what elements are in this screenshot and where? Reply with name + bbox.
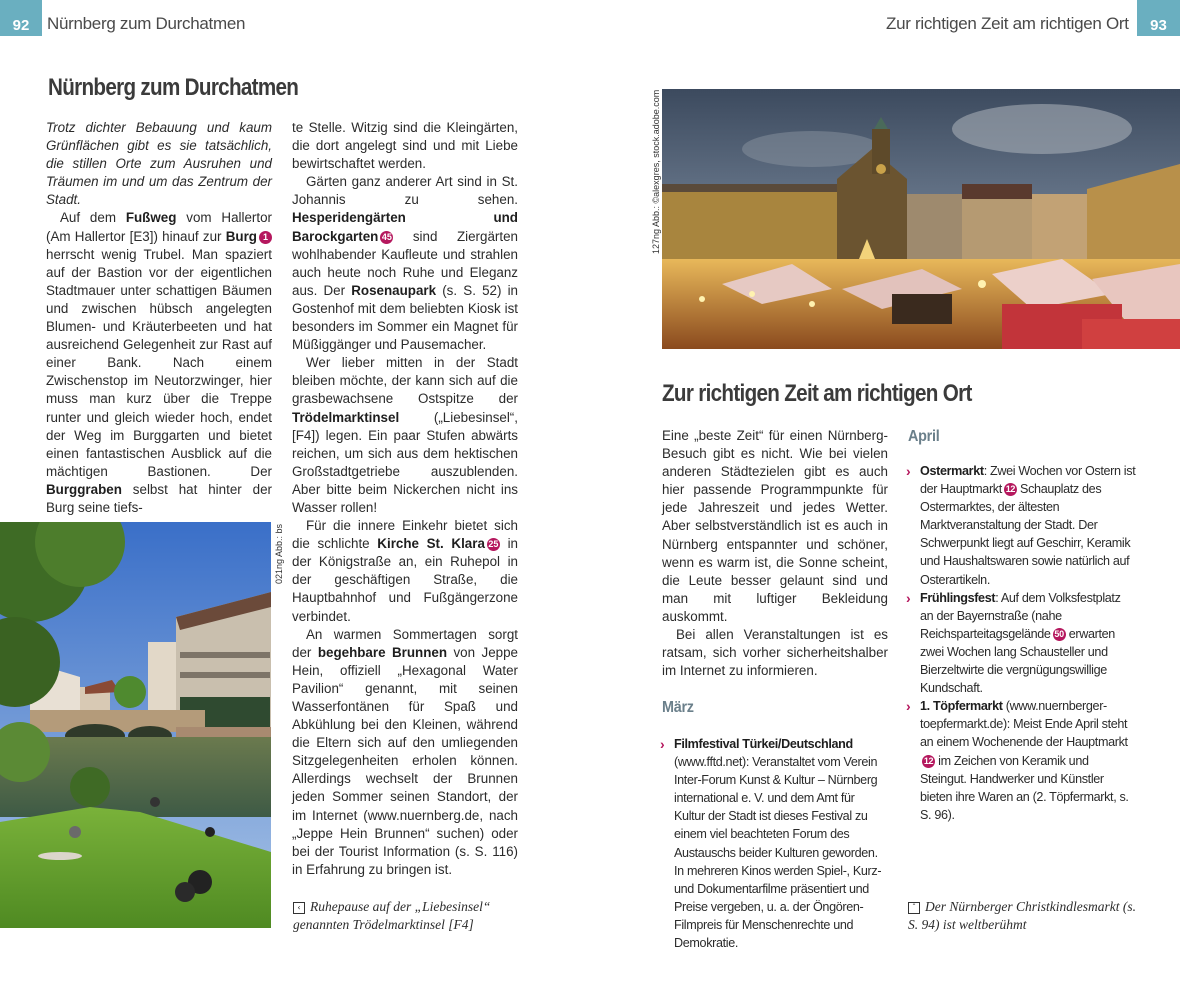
section-title-right: Zur richtigen Zeit am richtigen Ort — [662, 380, 972, 407]
poi-fussweg: Fußweg — [125, 210, 177, 226]
christmas-market-image — [662, 89, 1180, 349]
running-head-right: Zur richtigen Zeit am richtigen Ort — [886, 14, 1129, 33]
lead-paragraph: Trotz dichter Bebauung und kaum Grünflächen gibt es sie tatsächlich, die stillen Orte zum Ausruhen und Träumen im und um das Zentrum der Stadt. — [46, 120, 272, 208]
page-number: 92 — [12, 17, 30, 34]
poi-number-badge: 50 — [1054, 628, 1064, 639]
paragraph: Wer lieber mitten in der Stadt bleiben möchte, der kann sich auf die grasbewachsene Ostspitze der Trödelmarktinsel („Liebesinsel“, [F4]) legen. Ein paar Stufen abwärts reichen, um sich aus dem hektischen Großstadtgetriebe auszublenden. Aber bitte beim Nickerchen nicht ins Wasser rollen! — [292, 355, 518, 515]
paragraph: Gärten ganz anderer Art sind in St. Johannis zu sehen. Hesperidengärten und Barockgarten 45 sind Ziergärten wohlhabender Kaufleute und strahlen auch heute noch Ruhe und Eleganz aus. Der Rosenaupark (s. S. 52) in Gostenhof mit dem beliebten Kiosk ist besonders im Sommer ein Magnet für Müßiggänger und Pausemacher. — [292, 174, 519, 353]
poi-number-badge: 12 — [923, 755, 934, 766]
section-title-left: Nürnberg zum Durchatmen — [48, 74, 299, 101]
poi-number-badge: 45 — [381, 231, 392, 242]
photo-credit-right: 127ng Abb.: ©alexgres, stock.adobe.com — [651, 89, 661, 254]
photo-caption-left: ‹ Ruhepause auf der „Liebesinsel“ genannten Trödelmarktinsel [F4] — [293, 899, 491, 932]
paragraph: An warmen Sommertagen sorgt der begehbare Brunnen von Jeppe Hein, offiziell „Hexagonal Water Pavilion“ genannt, mit seinen Wasserfontänen für Spaß und Abkühlung bei den Kleinen, während die Eltern sich auf den umliegenden Sitzgelegenheiten erholen können. Allerdings wechselt der Brunnen jeden Sommer seinen Standort, der im Internet (www.nuernberg.de, nach „Jeppe Hein Brunnen“ suchen) oder bei der Tourist Information (s. S. 116) in Erfahrung zu bringen ist. — [292, 626, 518, 877]
chevron-right-icon: › — [906, 463, 911, 479]
arrow-left-icon: ‹ — [293, 902, 305, 914]
chevron-right-icon: › — [660, 736, 665, 752]
page-number-tab-left — [0, 0, 42, 36]
chevron-right-icon: › — [906, 589, 911, 606]
running-head-left: Nürnberg zum Durchatmen — [47, 14, 246, 33]
poi-kirche-st-klara: Kirche St. Klara — [377, 536, 485, 552]
paragraph: Auf dem Fußweg vom Hallertor (Am Hallertor [E3]) hinauf zur Burg 1 herrscht wenig Trubel. Man spaziert auf der Bastion vor der eigentlichen Stadtmauer unter schattigen Bäumen und zwischen hübsch angelegten Blumen- und Kräuterbeeten und hat ausreichend Gelegenheit zur Rast auf einer Bank. Nach einem Zwischenstop im Neutorzwinger, hier muss man kurz über die Treppe runter und gleich wieder hoch, endet der Weg im Burggarten und bietet einen fantastischen Ausblick auf die mächtigen Bastionen. Der Burggraben selbst hat hinter der Burg seine tiefs- — [46, 210, 272, 515]
paragraph: Eine „beste Zeit“ für einen Nürnberg-Besuch gibt es nicht. Wie bei vielen anderen Städtezielen gibt es auch hier passende Programmpunkte für jede Jahreszeit und jedes Wetter. Aber selbstverständlich ist es auch in Nürnberg entspannter und schöner, wenn es warm ist, die Sonne scheint, die Leute besser gelaunt sind und man mit luftiger Bekleidung auskommt. — [662, 428, 888, 624]
events-list-april — [906, 462, 1136, 824]
poi-number-badge: 12 — [1005, 484, 1016, 495]
chevron-right-icon: › — [906, 698, 911, 715]
poi-begehbarer-brunnen: begehbare Brunnen — [317, 644, 448, 660]
arrow-up-icon: ˆ — [908, 902, 920, 914]
photo-liebesinsel — [0, 522, 271, 928]
photo-credit-left: 021ng Abb.: bs — [274, 523, 284, 584]
poi-burggraben: Burggraben — [46, 481, 122, 497]
river-park-image — [0, 522, 271, 928]
page-number-tab-right — [1137, 0, 1180, 36]
paragraph: Bei allen Veranstaltungen ist es ratsam, sich vorher sicherheitshalber im Internet zu informieren. — [662, 627, 888, 679]
month-heading-april: April — [908, 428, 940, 445]
poi-rosenaupark: Rosenaupark — [351, 282, 437, 298]
paragraph: te Stelle. Witzig sind die Kleingärten, die dort angelegt sind und mit Liebe bewirtschaftet werden. — [292, 120, 518, 172]
paragraph: Für die innere Einkehr bietet sich die schlichte Kirche St. Klara 25 in der Königstraße an, ein Ruhepol in der geschäftigen Straße, die Hauptbahnhof und Fußgängerzone verbindet. — [292, 518, 518, 624]
text-column-2 — [292, 119, 518, 879]
intro-column — [662, 427, 888, 680]
poi-number-badge: 25 — [488, 539, 499, 550]
poi-troedelmarktinsel: Trödelmarktinsel — [292, 409, 400, 425]
poi-hesperidengaerten: Hesperidengärten und Barockgarten — [292, 210, 518, 244]
event-item: › 1. Töpfermarkt (www.nuernberger-toepfermarkt.de): Meist Ende April steht an einem Wochenende der Hauptmarkt12 im Zeichen von Keramik und Steingut. Handwerker und Künstler bieten ihre Waren an (2. Töpfermarkt, s. S. 96). — [906, 698, 1129, 822]
month-heading-maerz: März — [662, 699, 694, 716]
event-item: › Filmfestival Türkei/Deutschland (www.fftd.net): Veranstaltet vom Verein Inter-Forum Kunst & Kultur – Nürnberg international e. V. und dem Amt für Kultur der Stadt ist dieses Festival zu einem viel beachteten Forum des Austauschs beider Kulturen geworden. In mehreren Kinos werden Spiel-, Kurz- und Dokumentarfilme präsentiert und Preise vergeben, u. a. der Öngören-Filmpreis für Menschenrechte und Demokratie. — [660, 736, 882, 951]
page-number: 93 — [1150, 17, 1167, 34]
poi-number-badge: 1 — [259, 231, 272, 244]
poi-burg: Burg — [225, 228, 257, 244]
event-item: › Frühlingsfest: Auf dem Volksfestplatz an der Bayernstraße (nahe Reichsparteitagsgelände 50 erwarten zwei Wochen lang Schausteller und Bierzeltwirte die vergnügungswillige Kundschaft. — [906, 589, 1121, 696]
events-list-maerz — [660, 735, 882, 952]
photo-caption-right: ˆ Der Nürnberger Christkindlesmarkt (s. S. 94) ist weltberühmt — [908, 899, 1136, 932]
event-item: › Ostermarkt: Zwei Wochen vor Ostern ist der Hauptmarkt 12 Schauplatz des Ostermarktes, der ältesten Marktveranstaltung der Stadt. Der Schwerpunkt liegt auf Geschirr, Keramik und Haushaltswaren sowie natürlich auf Osterartikeln. — [906, 463, 1136, 587]
text-column-1 — [46, 119, 272, 517]
photo-christkindlesmarkt — [662, 89, 1180, 349]
